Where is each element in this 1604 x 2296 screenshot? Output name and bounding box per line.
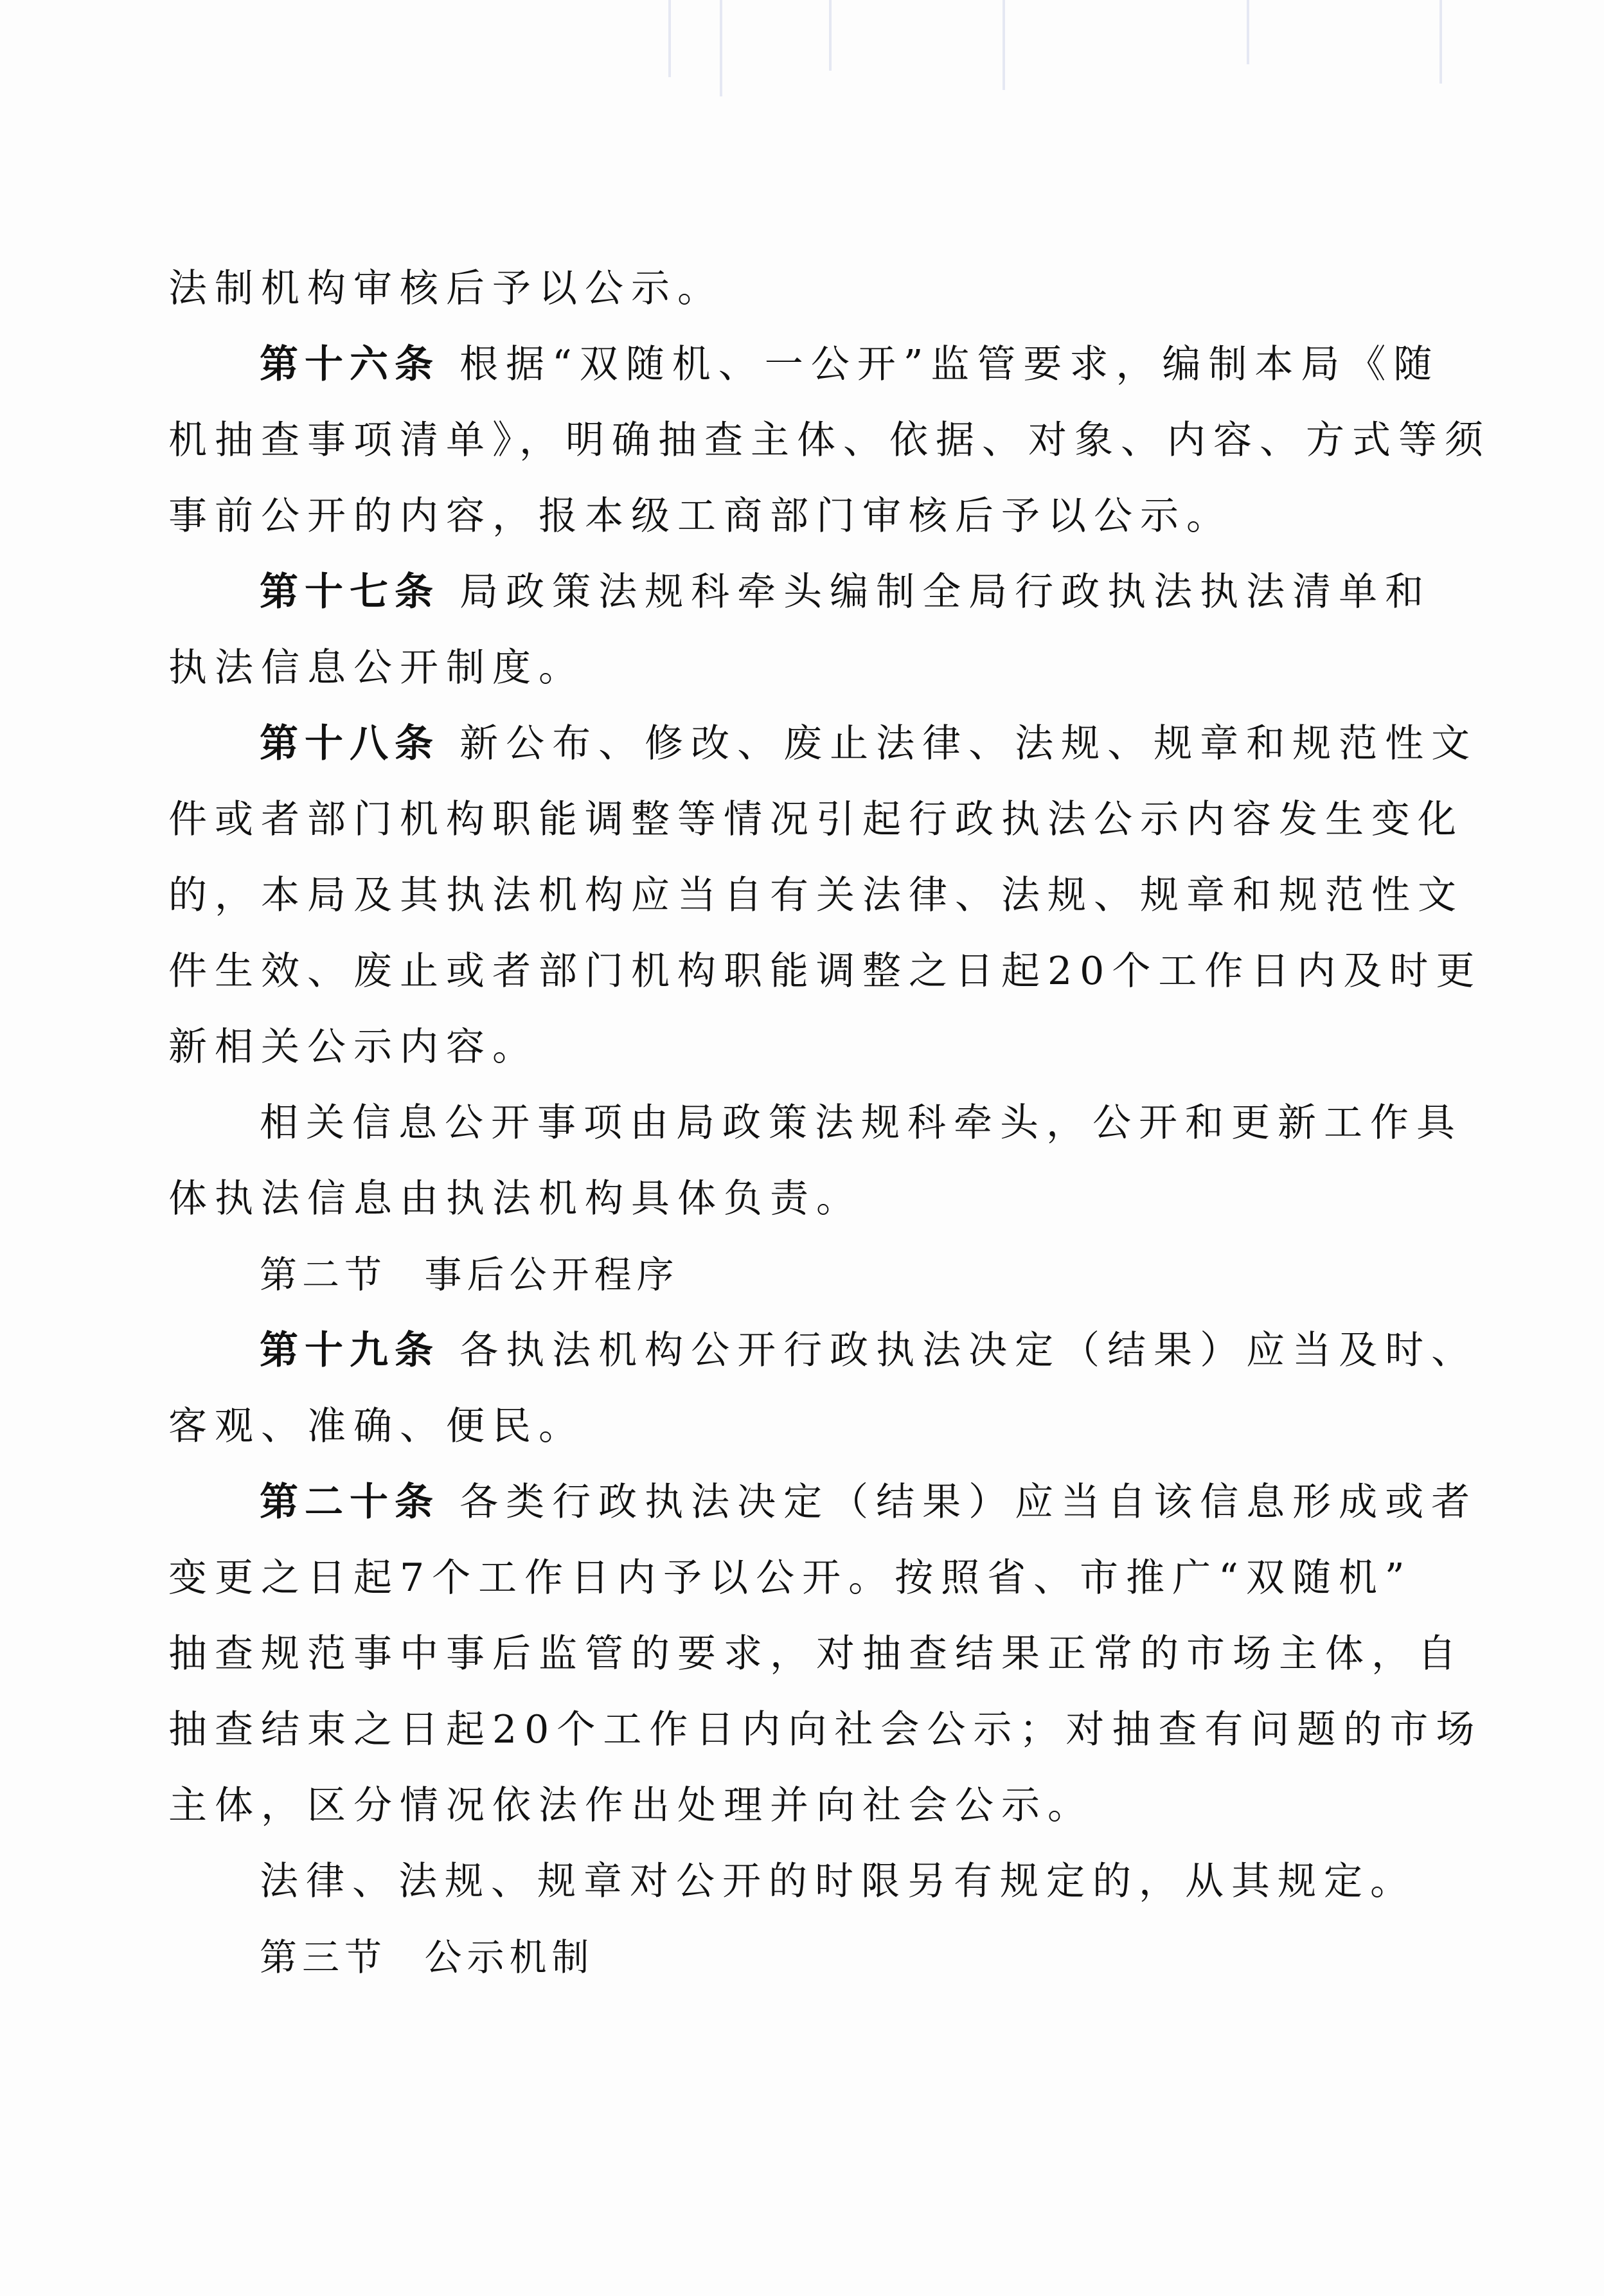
section-title: 公示机制	[424, 1935, 594, 1979]
document-line	[168, 1388, 1389, 1464]
article-line	[168, 327, 1440, 402]
document-line	[168, 933, 1483, 1009]
line-text: 机抽查事项清单》，明确抽查主体、依据、对象、内容、方式等须	[168, 418, 1491, 463]
section-label: 第二节	[260, 1253, 388, 1296]
paragraph-line	[168, 1843, 1416, 1919]
line-text: 客观、准确、便民。	[168, 1404, 585, 1449]
line-text: 件或者部门机构职能调整等情况引起行政执法公示内容发生变化	[168, 797, 1464, 842]
document-line	[168, 1009, 1389, 1085]
line-text: 新相关公示内容。	[168, 1025, 539, 1070]
document-line	[168, 402, 1491, 478]
document-line	[168, 857, 1464, 933]
document-line	[168, 1692, 1483, 1768]
line-text: 新公布、修改、废止法律、法规、规章和规范性文	[459, 721, 1478, 766]
section-label: 第三节	[260, 1935, 388, 1979]
line-text: 局政策法规科牵头编制全局行政执法执法清单和	[459, 570, 1432, 614]
document-body	[168, 251, 1491, 1995]
document-line	[168, 1540, 1412, 1616]
document-line	[168, 1616, 1464, 1692]
line-text: 法律、法规、规章对公开的时限另有规定的，从其规定。	[260, 1859, 1416, 1904]
line-text: 件生效、废止或者部门机构职能调整之日起20个工作日内及时更	[168, 949, 1483, 994]
document-line	[168, 782, 1464, 857]
article-line	[168, 1464, 1478, 1540]
scan-artifact	[668, 0, 1478, 116]
line-text: 的，本局及其执法机构应当自有关法律、法规、规章和规范性文	[168, 873, 1464, 918]
section-title: 事后公开程序	[424, 1253, 679, 1296]
article-label: 第二十条	[260, 1480, 440, 1525]
document-line	[168, 1161, 1389, 1237]
article-label: 第十六条	[260, 342, 440, 387]
line-text: 法制机构审核后予以公示。	[168, 266, 724, 311]
line-text: 各执法机构公开行政执法决定（结果）应当及时、	[459, 1328, 1478, 1373]
section-heading	[168, 1919, 1389, 1995]
section-heading	[168, 1237, 1389, 1313]
article-label: 第十九条	[260, 1328, 440, 1373]
document-line	[168, 251, 1389, 327]
article-label: 第十七条	[260, 570, 440, 614]
article-line	[168, 554, 1432, 630]
line-text: 根据“双随机、一公开”监管要求，编制本局《随	[459, 342, 1440, 387]
document-line	[168, 1768, 1389, 1843]
line-text: 抽查结束之日起20个工作日内向社会公示；对抽查有问题的市场	[168, 1707, 1483, 1752]
document-line	[168, 630, 1389, 706]
line-text: 执法信息公开制度。	[168, 645, 585, 690]
article-line	[168, 706, 1478, 782]
article-line	[168, 1313, 1478, 1388]
line-text: 抽查规范事中事后监管的要求，对抽查结果正常的市场主体，自	[168, 1631, 1464, 1676]
line-text: 主体，区分情况依法作出处理并向社会公示。	[168, 1783, 1094, 1828]
line-text: 各类行政执法决定（结果）应当自该信息形成或者	[459, 1480, 1478, 1525]
line-text: 相关信息公开事项由局政策法规科牵头，公开和更新工作具	[260, 1100, 1463, 1145]
line-text: 体执法信息由执法机构具体负责。	[168, 1176, 862, 1221]
line-text: 变更之日起7个工作日内予以公开。按照省、市推广“双随机”	[168, 1556, 1412, 1601]
document-line	[168, 478, 1389, 554]
line-text: 事前公开的内容，报本级工商部门审核后予以公示。	[168, 494, 1233, 539]
article-label: 第十八条	[260, 721, 440, 766]
paragraph-line	[168, 1085, 1463, 1161]
